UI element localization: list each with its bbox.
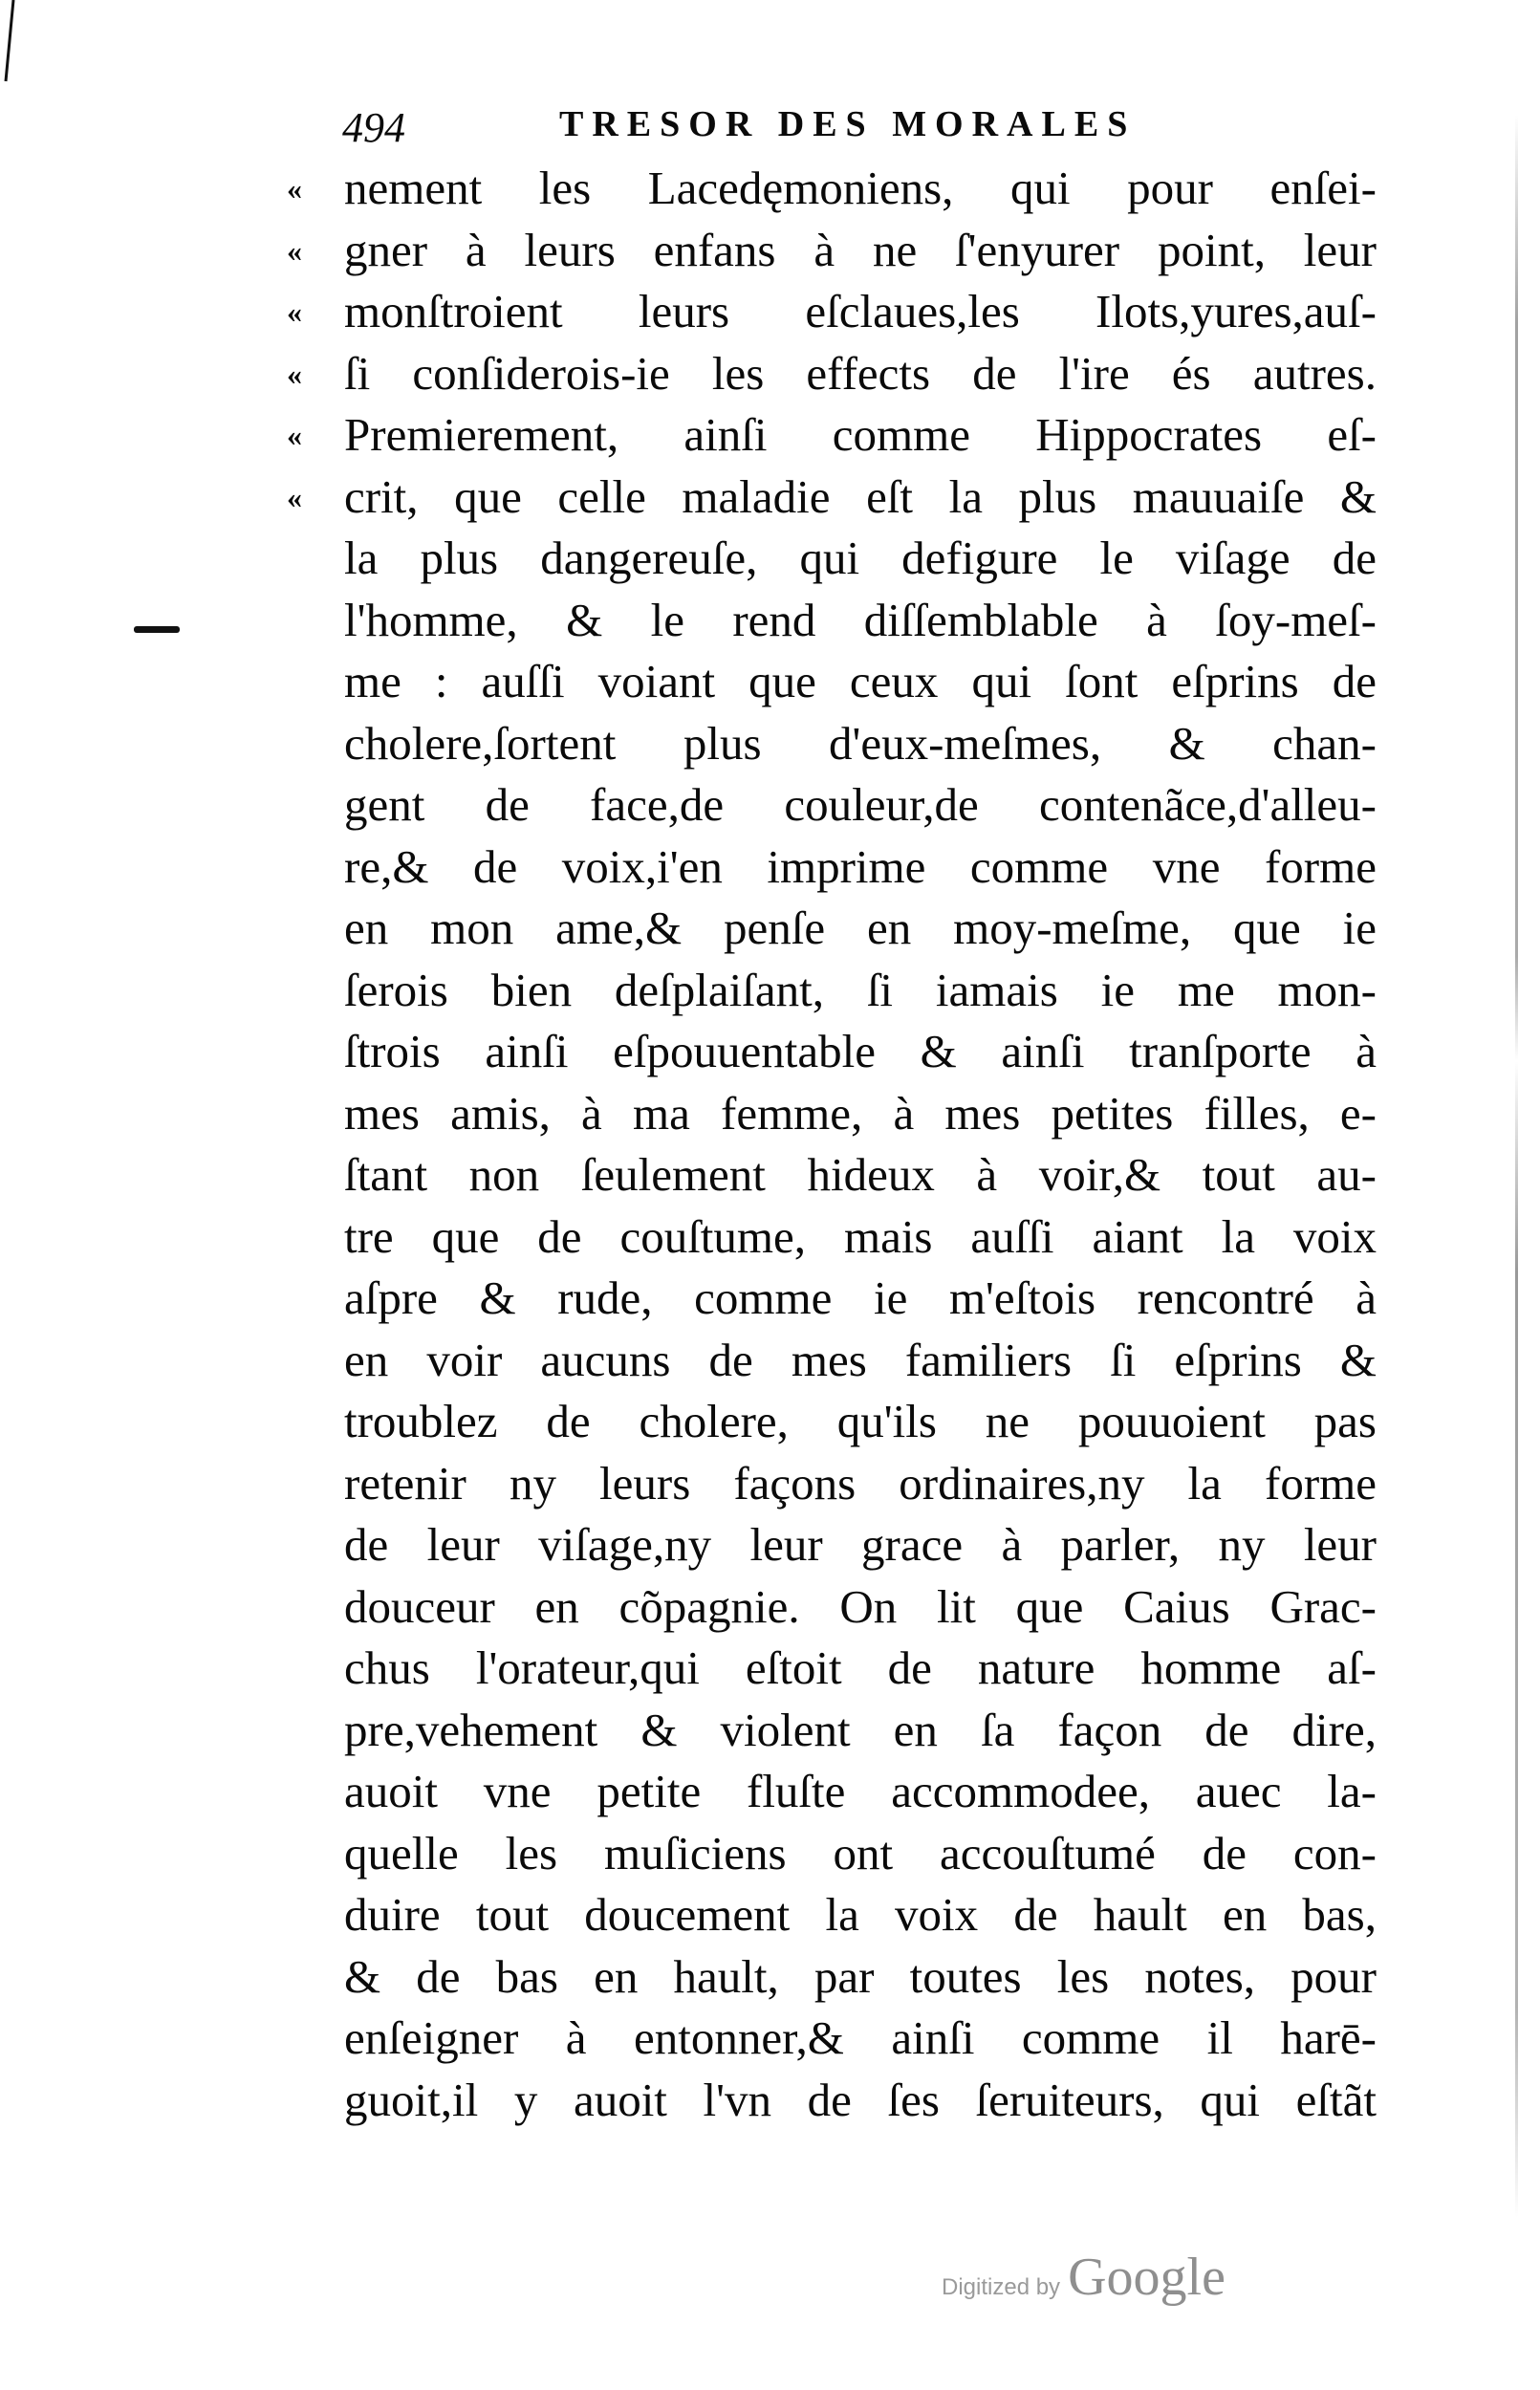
text-line [344,1021,1377,1083]
text-line [287,220,1377,282]
margin-dash-mark [134,626,180,633]
line-text: troublez de cholere, qu'ils ne pouuoient pas [344,1395,1377,1447]
line-text: ſtrois ainſi eſpouuentable & ainſi tranſporte à [344,1025,1377,1077]
text-line [344,528,1377,590]
text-line [344,1391,1377,1453]
line-text: re,& de voix,i'en imprime comme vne forme [344,839,1377,893]
marginal-quote-mark: « [287,232,302,268]
line-text: gent de face,de couleur,de contenãce,d'alleu- [344,778,1377,831]
text-line [344,590,1377,652]
page-corner-stroke [0,0,19,86]
watermark-prefix: Digitized by [942,2274,1061,2300]
line-text: en mon ame,& penſe en moy-meſme, que ie [344,902,1377,954]
text-line [344,836,1377,899]
text-line [344,1576,1377,1639]
text-line [344,960,1377,1022]
line-text: de leur viſage,ny leur grace à parler, ny leur [344,1518,1377,1571]
google-logo: Google [1068,2248,1225,2307]
running-head: TRESOR DES MORALES [559,104,1137,144]
line-text: monſtroient leurs eſclaues,les Ilots,yures,auſ- [344,285,1377,337]
line-text: enſeigner à entonner,& ainſi comme il harē- [344,2011,1377,2064]
text-line [344,651,1377,713]
line-text: douceur en cõpagnie. On lit que Caius Grac- [344,1579,1377,1633]
line-text: ſerois bien deſplaiſant, ſi iamais ie me mon- [344,963,1377,1016]
line-text: l'homme, & le rend diſſemblable à ſoy-meſ- [344,593,1377,646]
page-number: 494 [342,104,405,151]
page-edge-shadow [1515,115,1518,2218]
line-text: cholere,ſortent plus d'eux-meſmes, & chan- [344,716,1377,770]
text-line [344,2070,1377,2132]
body-text [287,158,1377,2131]
text-line [344,1453,1377,1515]
line-text: ſtant non ſeulement hideux à voir,& tout au- [344,1148,1377,1201]
line-text: aſpre & rude, comme ie m'eſtois rencontré à [344,1271,1377,1324]
line-text: ſi conſiderois-ie les effects de l'ire és autres. [344,346,1377,400]
line-text: Premierement, ainſi comme Hippocrates eſ- [344,408,1377,461]
text-line [344,1823,1377,1885]
line-text: retenir ny leurs façons ordinaires,ny la forme [344,1456,1377,1510]
marginal-quote-mark: « [287,418,302,452]
text-line [344,1206,1377,1269]
text-line [344,713,1377,775]
line-text: auoit vne petite fluſte accommodee, auec la- [344,1765,1377,1817]
text-line [344,1946,1377,2009]
line-text: en voir aucuns de mes familiers ſi eſprins & [344,1333,1377,1386]
text-line [287,281,1377,343]
line-text: & de bas en hault, par toutes les notes, pour [344,1949,1377,2003]
line-text: la plus dangereuſe, qui defigure le viſage de [344,532,1377,584]
text-line [344,2008,1377,2070]
line-text: mes amis, à ma femme, à mes petites filles, e- [344,1086,1377,1140]
text-line [344,1083,1377,1145]
text-line [344,1761,1377,1823]
line-text: quelle les muſiciens ont accouſtumé de con- [344,1826,1377,1879]
text-line [287,343,1377,405]
line-text: crit, que celle maladie eſt la plus mauuaiſe & [344,469,1377,523]
line-text: nement les Lacedęmoniens, qui pour enſei- [344,162,1377,214]
line-text: duire tout doucement la voix de hault en bas, [344,1888,1377,1941]
text-line [344,1514,1377,1576]
text-line [344,898,1377,960]
line-text: pre,vehement & violent en ſa façon de dire, [344,1703,1377,1756]
line-text: chus l'orateur,qui eſtoit de nature homme aſ- [344,1641,1377,1694]
text-line [344,1268,1377,1330]
text-line [287,404,1377,467]
line-text: me : auſſi voiant que ceux qui ſont eſprins de [344,655,1377,707]
digitized-watermark [942,2247,1225,2308]
text-line [344,774,1377,836]
text-line [287,158,1377,220]
text-line [344,1638,1377,1700]
line-text: tre que de couſtume, mais auſſi aiant la voix [344,1209,1377,1263]
text-line [344,1884,1377,1946]
text-line [344,1330,1377,1392]
marginal-quote-mark: « [287,356,302,391]
text-line [344,1144,1377,1206]
marginal-quote-mark: « [287,294,302,329]
marginal-quote-mark: « [287,479,302,514]
line-text: guoit,il y auoit l'vn de ſes ſeruiteurs, qui eſtãt [344,2073,1377,2126]
marginal-quote-mark: « [287,171,302,206]
text-line [344,1700,1377,1762]
text-line [287,467,1377,529]
line-text: gner à leurs enfans à ne ſ'enyurer point, leur [344,223,1377,276]
